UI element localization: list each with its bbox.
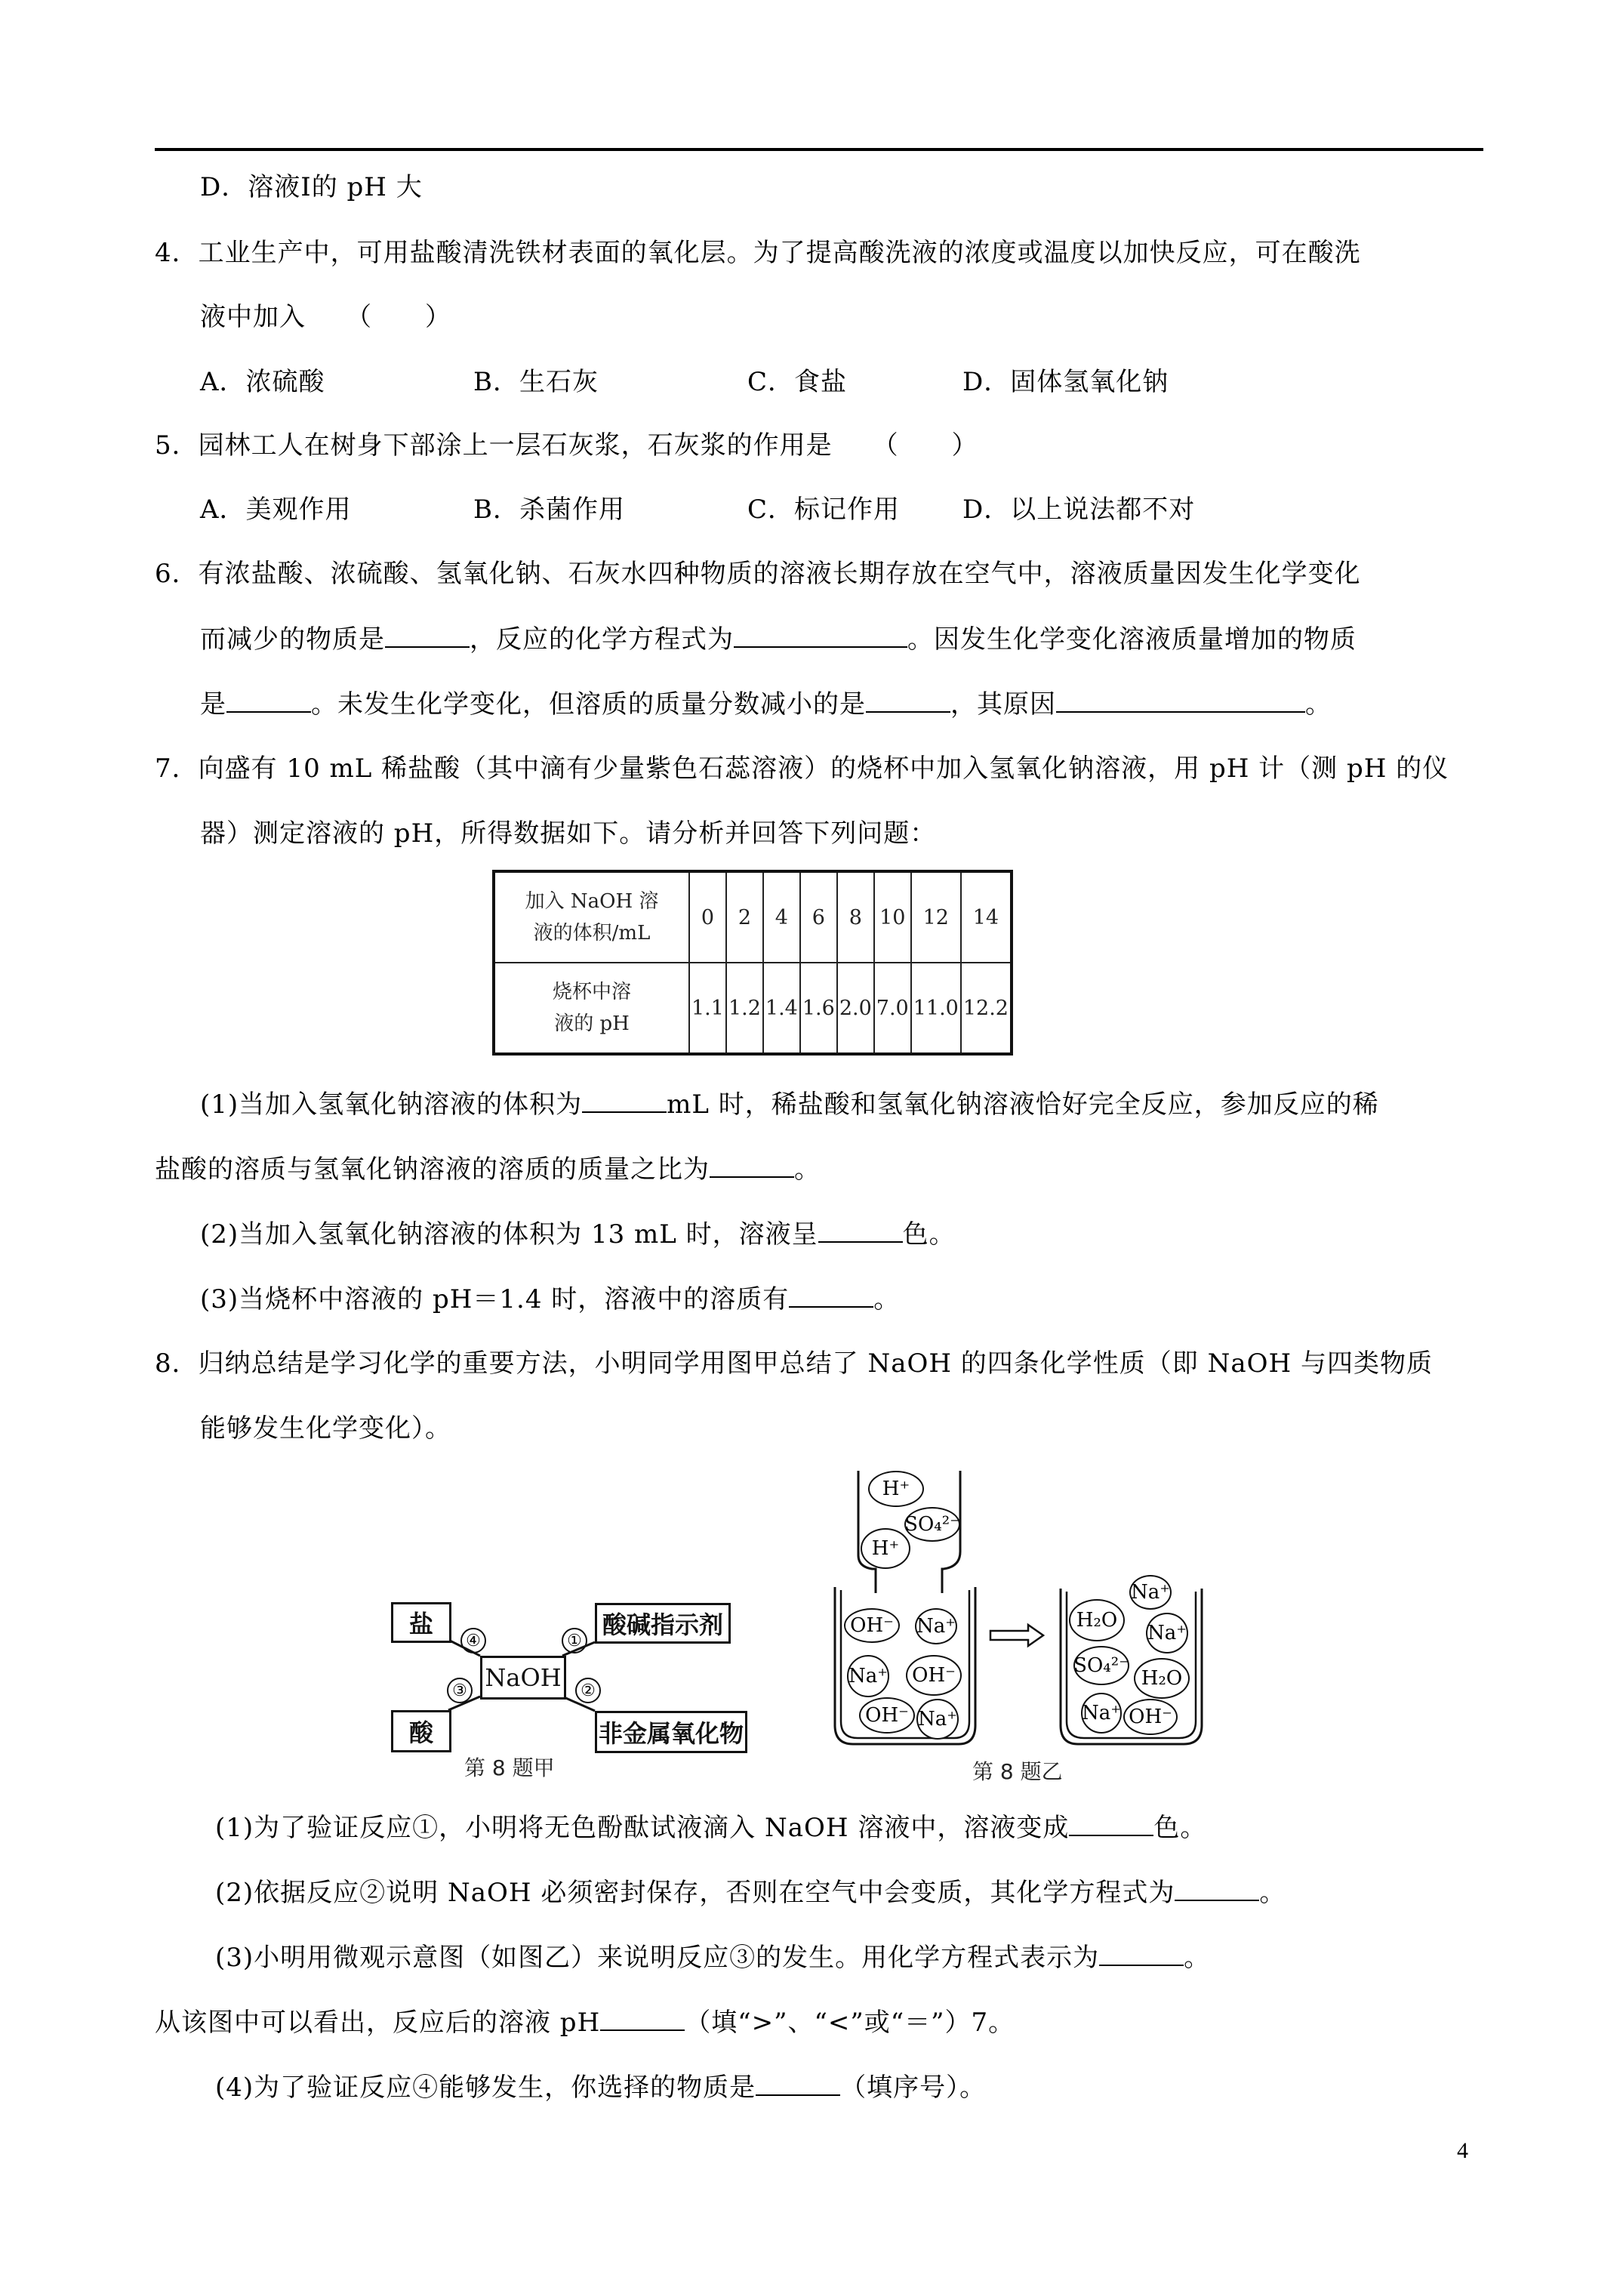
q6-text: 。: [1305, 689, 1332, 720]
marker-1: ①: [562, 1628, 587, 1653]
page-number: 4: [1457, 2138, 1468, 2163]
q7-text: 盐酸的溶质与氢氧化钠溶液的溶质的质量之比为: [155, 1154, 710, 1185]
q6-text: 。未发生化学变化，但溶质的质量分数减小的是: [311, 689, 866, 720]
table-cell: 1.6: [800, 963, 837, 1054]
table-cell: 11.0: [911, 963, 961, 1054]
diagram-jia-caption: 第 8 题甲: [464, 1755, 555, 1780]
marker-4: ④: [460, 1628, 486, 1653]
q3-option-d: D．溶液Ⅰ的 pH 大: [200, 172, 423, 202]
q7-sub1-line1: [200, 1089, 1379, 1120]
q6-text: 是: [200, 689, 226, 720]
indicator-box: 酸碱指示剂: [595, 1603, 731, 1644]
q8-sub3-continued: [155, 2007, 1015, 2038]
answer-blank[interactable]: [600, 2007, 685, 2031]
nonmetal-oxide-box: 非金属氧化物: [595, 1711, 747, 1753]
q6-text: ，反应的化学方程式为: [470, 624, 734, 655]
q6-line1: 6．有浓盐酸、浓硫酸、氢氧化钠、石灰水四种物质的溶液长期存放在空气中，溶液质量因发生化学变化: [155, 559, 1361, 589]
table-cell: 1.2: [726, 963, 763, 1054]
header-rule: [155, 148, 1483, 151]
table-cell: 0: [689, 871, 726, 963]
q4-option-a: A．浓硫酸: [200, 367, 325, 397]
ion-sulfate: SO₄²⁻: [1073, 1646, 1129, 1685]
answer-blank[interactable]: [818, 1219, 903, 1243]
q7-line1: 7．向盛有 10 mL 稀盐酸（其中滴有少量紫色石蕊溶液）的烧杯中加入氢氧化钠溶液，用 pH 计（测 pH 的仪: [155, 754, 1449, 784]
acid-box: 酸: [391, 1710, 451, 1752]
q7-text: 。: [794, 1154, 821, 1185]
diagram-yi-caption: 第 8 题乙: [972, 1759, 1063, 1784]
ion-hydroxide: OH⁻: [906, 1655, 962, 1696]
q8-text: (4)为了验证反应④能够发生，你选择的物质是: [215, 2073, 756, 2103]
diagram-jia: [385, 1601, 793, 1782]
table-cell: 1.1: [689, 963, 726, 1054]
ion-sodium: Na⁺: [1081, 1693, 1122, 1734]
answer-blank[interactable]: [734, 624, 907, 648]
answer-blank[interactable]: [385, 624, 470, 648]
q4-stem-line1: 4．工业生产中，可用盐酸清洗铁材表面的氧化层。为了提高酸洗液的浓度或温度以加快反应，可在酸洗: [155, 238, 1361, 268]
ion-hydroxide: OH⁻: [1123, 1699, 1178, 1735]
q4-option-b: B．生石灰: [473, 367, 599, 397]
table-cell: 6: [800, 871, 837, 963]
diagram-yi: [830, 1465, 1238, 1797]
q5-option-c: C．标记作用: [747, 495, 901, 525]
salt-box: 盐: [391, 1602, 451, 1643]
q7-sub3: [200, 1284, 900, 1314]
q7-text: 色。: [902, 1219, 956, 1250]
table-cell: 4: [763, 871, 800, 963]
q8-sub3: [215, 1942, 1210, 1973]
q6-text: ，其原因: [950, 689, 1056, 720]
q8-text: （填序号）。: [840, 2073, 987, 2103]
q8-text: (1)为了验证反应①，小明将无色酚酞试液滴入 NaOH 溶液中，溶液变成: [215, 1813, 1070, 1843]
q6-line2: [200, 624, 1357, 655]
ion-sulfate: SO₄²⁻: [904, 1507, 960, 1542]
naoh-box: NaOH: [480, 1656, 566, 1700]
answer-blank[interactable]: [710, 1154, 794, 1178]
table-cell: 7.0: [874, 963, 911, 1054]
table-header-volume: 加入 NaOH 溶 液的体积/mL: [494, 871, 689, 963]
answer-blank[interactable]: [866, 689, 950, 713]
ion-h-plus: H⁺: [868, 1471, 924, 1507]
q8-line2: 能够发生化学变化）。: [200, 1413, 451, 1444]
ion-sodium: Na⁺: [847, 1655, 889, 1697]
answer-blank[interactable]: [1175, 1877, 1259, 1901]
q6-line3: [200, 689, 1332, 720]
answer-blank[interactable]: [756, 2072, 840, 2096]
q7-text: 。: [873, 1284, 901, 1314]
q7-text: mL 时，稀盐酸和氢氧化钠溶液恰好完全反应，参加反应的稀: [667, 1089, 1379, 1120]
q7-sub2: [200, 1219, 956, 1250]
marker-2: ②: [575, 1678, 601, 1703]
q8-text: 。: [1259, 1878, 1286, 1908]
q5-option-d: D．以上说法都不对: [962, 495, 1196, 525]
table-cell: 14: [961, 871, 1012, 963]
q8-sub4: [215, 2072, 986, 2103]
q4-option-d: D．固体氢氧化钠: [962, 367, 1169, 397]
q7-text: (3)当烧杯中溶液的 pH＝1.4 时，溶液中的溶质有: [200, 1284, 790, 1314]
table-cell: 2: [726, 871, 763, 963]
table-row-volume: [494, 871, 1012, 963]
answer-blank[interactable]: [1069, 1812, 1153, 1836]
q8-text: (3)小明用微观示意图（如图乙）来说明反应③的发生。用化学方程式表示为: [215, 1943, 1100, 1973]
table-cell: 2.0: [837, 963, 874, 1054]
q8-text: （填“>”、“<”或“＝”）7。: [685, 2008, 1015, 2038]
table-row-ph: [494, 963, 1012, 1054]
ion-h-plus: H⁺: [861, 1528, 910, 1569]
q4-option-c: C．食盐: [747, 367, 848, 397]
q8-sub2: [215, 1877, 1286, 1908]
q8-text: 从该图中可以看出，反应后的溶液 pH: [155, 2008, 601, 2038]
q7-text: (1)当加入氢氧化钠溶液的体积为: [200, 1089, 583, 1120]
q4-stem-line2: 液中加入 （ ）: [200, 302, 451, 332]
q8-text: 。: [1184, 1943, 1211, 1973]
q6-text: 而减少的物质是: [200, 624, 385, 655]
ion-hydroxide: OH⁻: [844, 1608, 900, 1643]
q5-stem: 5．园林工人在树身下部涂上一层石灰浆，石灰浆的作用是 （ ）: [155, 430, 978, 461]
table-header-ph: 烧杯中溶 液的 pH: [494, 963, 689, 1054]
table-cell: 8: [837, 871, 874, 963]
q5-option-a: A．美观作用: [200, 495, 352, 525]
ion-sodium: Na⁺: [1129, 1575, 1172, 1610]
table-cell: 12.2: [961, 963, 1012, 1054]
table-cell: 12: [911, 871, 961, 963]
q7-text: (2)当加入氢氧化钠溶液的体积为 13 mL 时，溶液呈: [200, 1219, 818, 1250]
molecule-water: H₂O: [1134, 1658, 1190, 1699]
q8-text: (2)依据反应②说明 NaOH 必须密封保存，否则在空气中会变质，其化学方程式为: [215, 1878, 1175, 1908]
q5-option-b: B．杀菌作用: [473, 495, 625, 525]
marker-3: ③: [447, 1678, 473, 1703]
q7-sub1-line2: [155, 1154, 821, 1185]
ion-hydroxide: OH⁻: [859, 1697, 915, 1734]
q6-text: 。因发生化学变化溶液质量增加的物质: [907, 624, 1357, 655]
answer-blank[interactable]: [582, 1089, 667, 1113]
q8-line1: 8．归纳总结是学习化学的重要方法，小明同学用图甲总结了 NaOH 的四条化学性质（即 NaOH 与四类物质: [155, 1348, 1433, 1379]
ion-sodium: Na⁺: [915, 1608, 957, 1644]
ion-sodium: Na⁺: [916, 1699, 959, 1740]
ph-data-table: [492, 870, 1013, 1056]
q8-sub1: [215, 1812, 1206, 1843]
molecule-water: H₂O: [1069, 1599, 1125, 1641]
ion-sodium: Na⁺: [1146, 1613, 1188, 1653]
table-cell: 10: [874, 871, 911, 963]
q7-line2: 器）测定溶液的 pH，所得数据如下。请分析并回答下列问题：: [200, 818, 937, 849]
table-cell: 1.4: [763, 963, 800, 1054]
q8-text: 色。: [1153, 1813, 1207, 1843]
answer-blank[interactable]: [789, 1284, 873, 1308]
answer-blank[interactable]: [1099, 1942, 1184, 1966]
answer-blank[interactable]: [1056, 689, 1305, 713]
answer-blank[interactable]: [226, 689, 311, 713]
